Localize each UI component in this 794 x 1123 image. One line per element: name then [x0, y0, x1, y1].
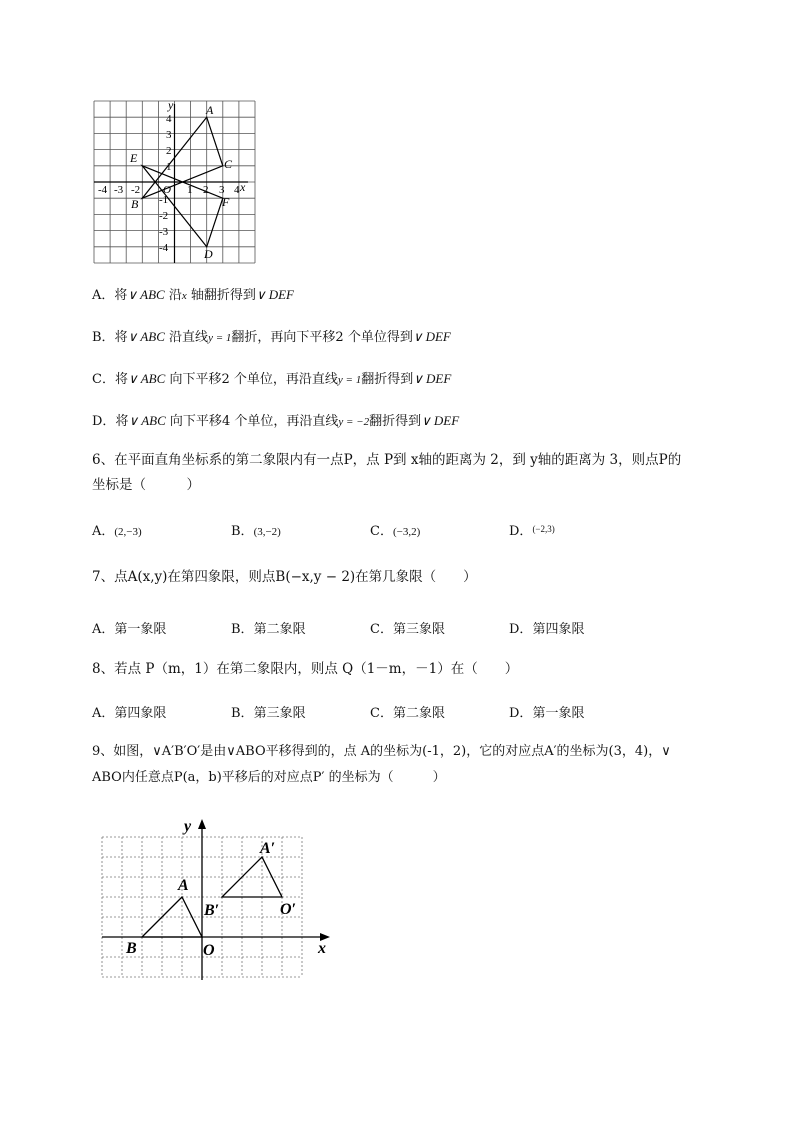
q5-option-a[interactable]: A．将∨ ABC 沿x 轴翻折得到∨ DEF [92, 287, 294, 303]
fig1-ytick: -3 [159, 226, 169, 238]
fig1-ytick: -1 [159, 194, 169, 206]
fig1-point-f: F [222, 195, 230, 209]
figure-triangles-abc-def [88, 96, 263, 266]
q7-option-b[interactable]: B．第二象限 [231, 622, 306, 637]
fig2-point-b: B [126, 940, 137, 957]
q5-option-b[interactable]: B．将∨ ABC 沿直线y = 1翻折，再向下平移2 个单位得到∨ DEF [92, 329, 451, 345]
fig1-ytick: -4 [159, 242, 169, 254]
q6-option-b[interactable]: B．(3,−2) [231, 524, 281, 539]
q8-option-d[interactable]: D．第一象限 [509, 706, 585, 721]
fig1-point-b: B [131, 197, 139, 211]
fig2-axis-y: y [184, 818, 192, 835]
fig1-axis-y: y [168, 98, 174, 112]
q6-stem-line1: 6、在平面直角坐标系的第二象限内有一点P，点 P到 x轴的距离为 2，到 y轴的距离为 3，则点P的 [92, 452, 682, 468]
fig1-point-d: D [204, 247, 213, 261]
q8-option-c[interactable]: C．第二象限 [370, 706, 445, 721]
q7-option-c[interactable]: C．第三象限 [370, 622, 445, 637]
q7-option-d[interactable]: D．第四象限 [509, 622, 585, 637]
fig1-ytick: 1 [166, 161, 172, 173]
fig1-ytick: -2 [159, 210, 169, 222]
fig1-xtick: -4 [98, 184, 108, 196]
q8-option-a[interactable]: A．第四象限 [92, 706, 167, 721]
figure-translation-abo [96, 815, 336, 985]
fig1-xtick: 1 [187, 184, 193, 196]
q8-option-b[interactable]: B．第三象限 [231, 706, 306, 721]
q7-option-a[interactable]: A．第一象限 [92, 622, 167, 637]
fig1-origin: O [163, 184, 171, 196]
q7-stem: 7、点A(x,y)在第四象限，则点B(−x,y − 2)在第几象限（ ） [92, 569, 477, 585]
q5-option-d[interactable]: D．将∨ ABC 向下平移4 个单位，再沿直线y = −2翻折得到∨ DEF [92, 413, 460, 429]
fig2-point-a: A [178, 877, 189, 894]
fig2-point-o-prime: O′ [280, 901, 297, 918]
fig2-origin: O [203, 942, 215, 959]
fig1-point-c: C [224, 157, 233, 171]
q6-stem-line2: 坐标是（ ） [92, 477, 200, 493]
q6-option-a[interactable]: A．(2,−3) [92, 524, 142, 539]
fig1-axis-x: x [240, 180, 246, 194]
fig1-xtick: 3 [219, 184, 225, 196]
q9-stem-line1: 9、如图，∨A′B′O′是由∨ABO平移得到的，点 A的坐标为(-1，2)，它的对应点A′的坐标为(3，4)，∨ [92, 744, 671, 759]
fig1-point-a: A [206, 103, 214, 117]
fig1-ytick: 3 [166, 129, 172, 141]
q6-option-d[interactable]: D．$^{(-2,3)}$ [509, 524, 555, 539]
fig1-xtick: -2 [131, 184, 141, 196]
fig2-point-a-prime: A′ [260, 840, 276, 857]
q6-option-c[interactable]: C．(−3,2) [370, 524, 421, 539]
fig1-point-e: E [130, 151, 138, 165]
q5-option-c[interactable]: C．将∨ ABC 向下平移2 个单位，再沿直线y = 1翻折得到∨ DEF [92, 371, 452, 387]
fig1-xtick: 4 [234, 184, 240, 196]
fig1-ytick: 4 [166, 113, 172, 125]
fig1-xtick: -3 [114, 184, 124, 196]
q9-stem-line2: ABO内任意点P(a，b)平移后的对应点P′ 的坐标为（ ） [92, 770, 446, 785]
fig2-axis-x: x [318, 940, 326, 957]
fig2-point-b-prime: B′ [204, 902, 220, 919]
fig1-xtick: 2 [203, 184, 209, 196]
q8-stem: 8、若点 P（m，1）在第二象限内，则点 Q（1－m，－1）在（ ） [92, 661, 519, 677]
fig1-ytick: 2 [166, 145, 172, 157]
